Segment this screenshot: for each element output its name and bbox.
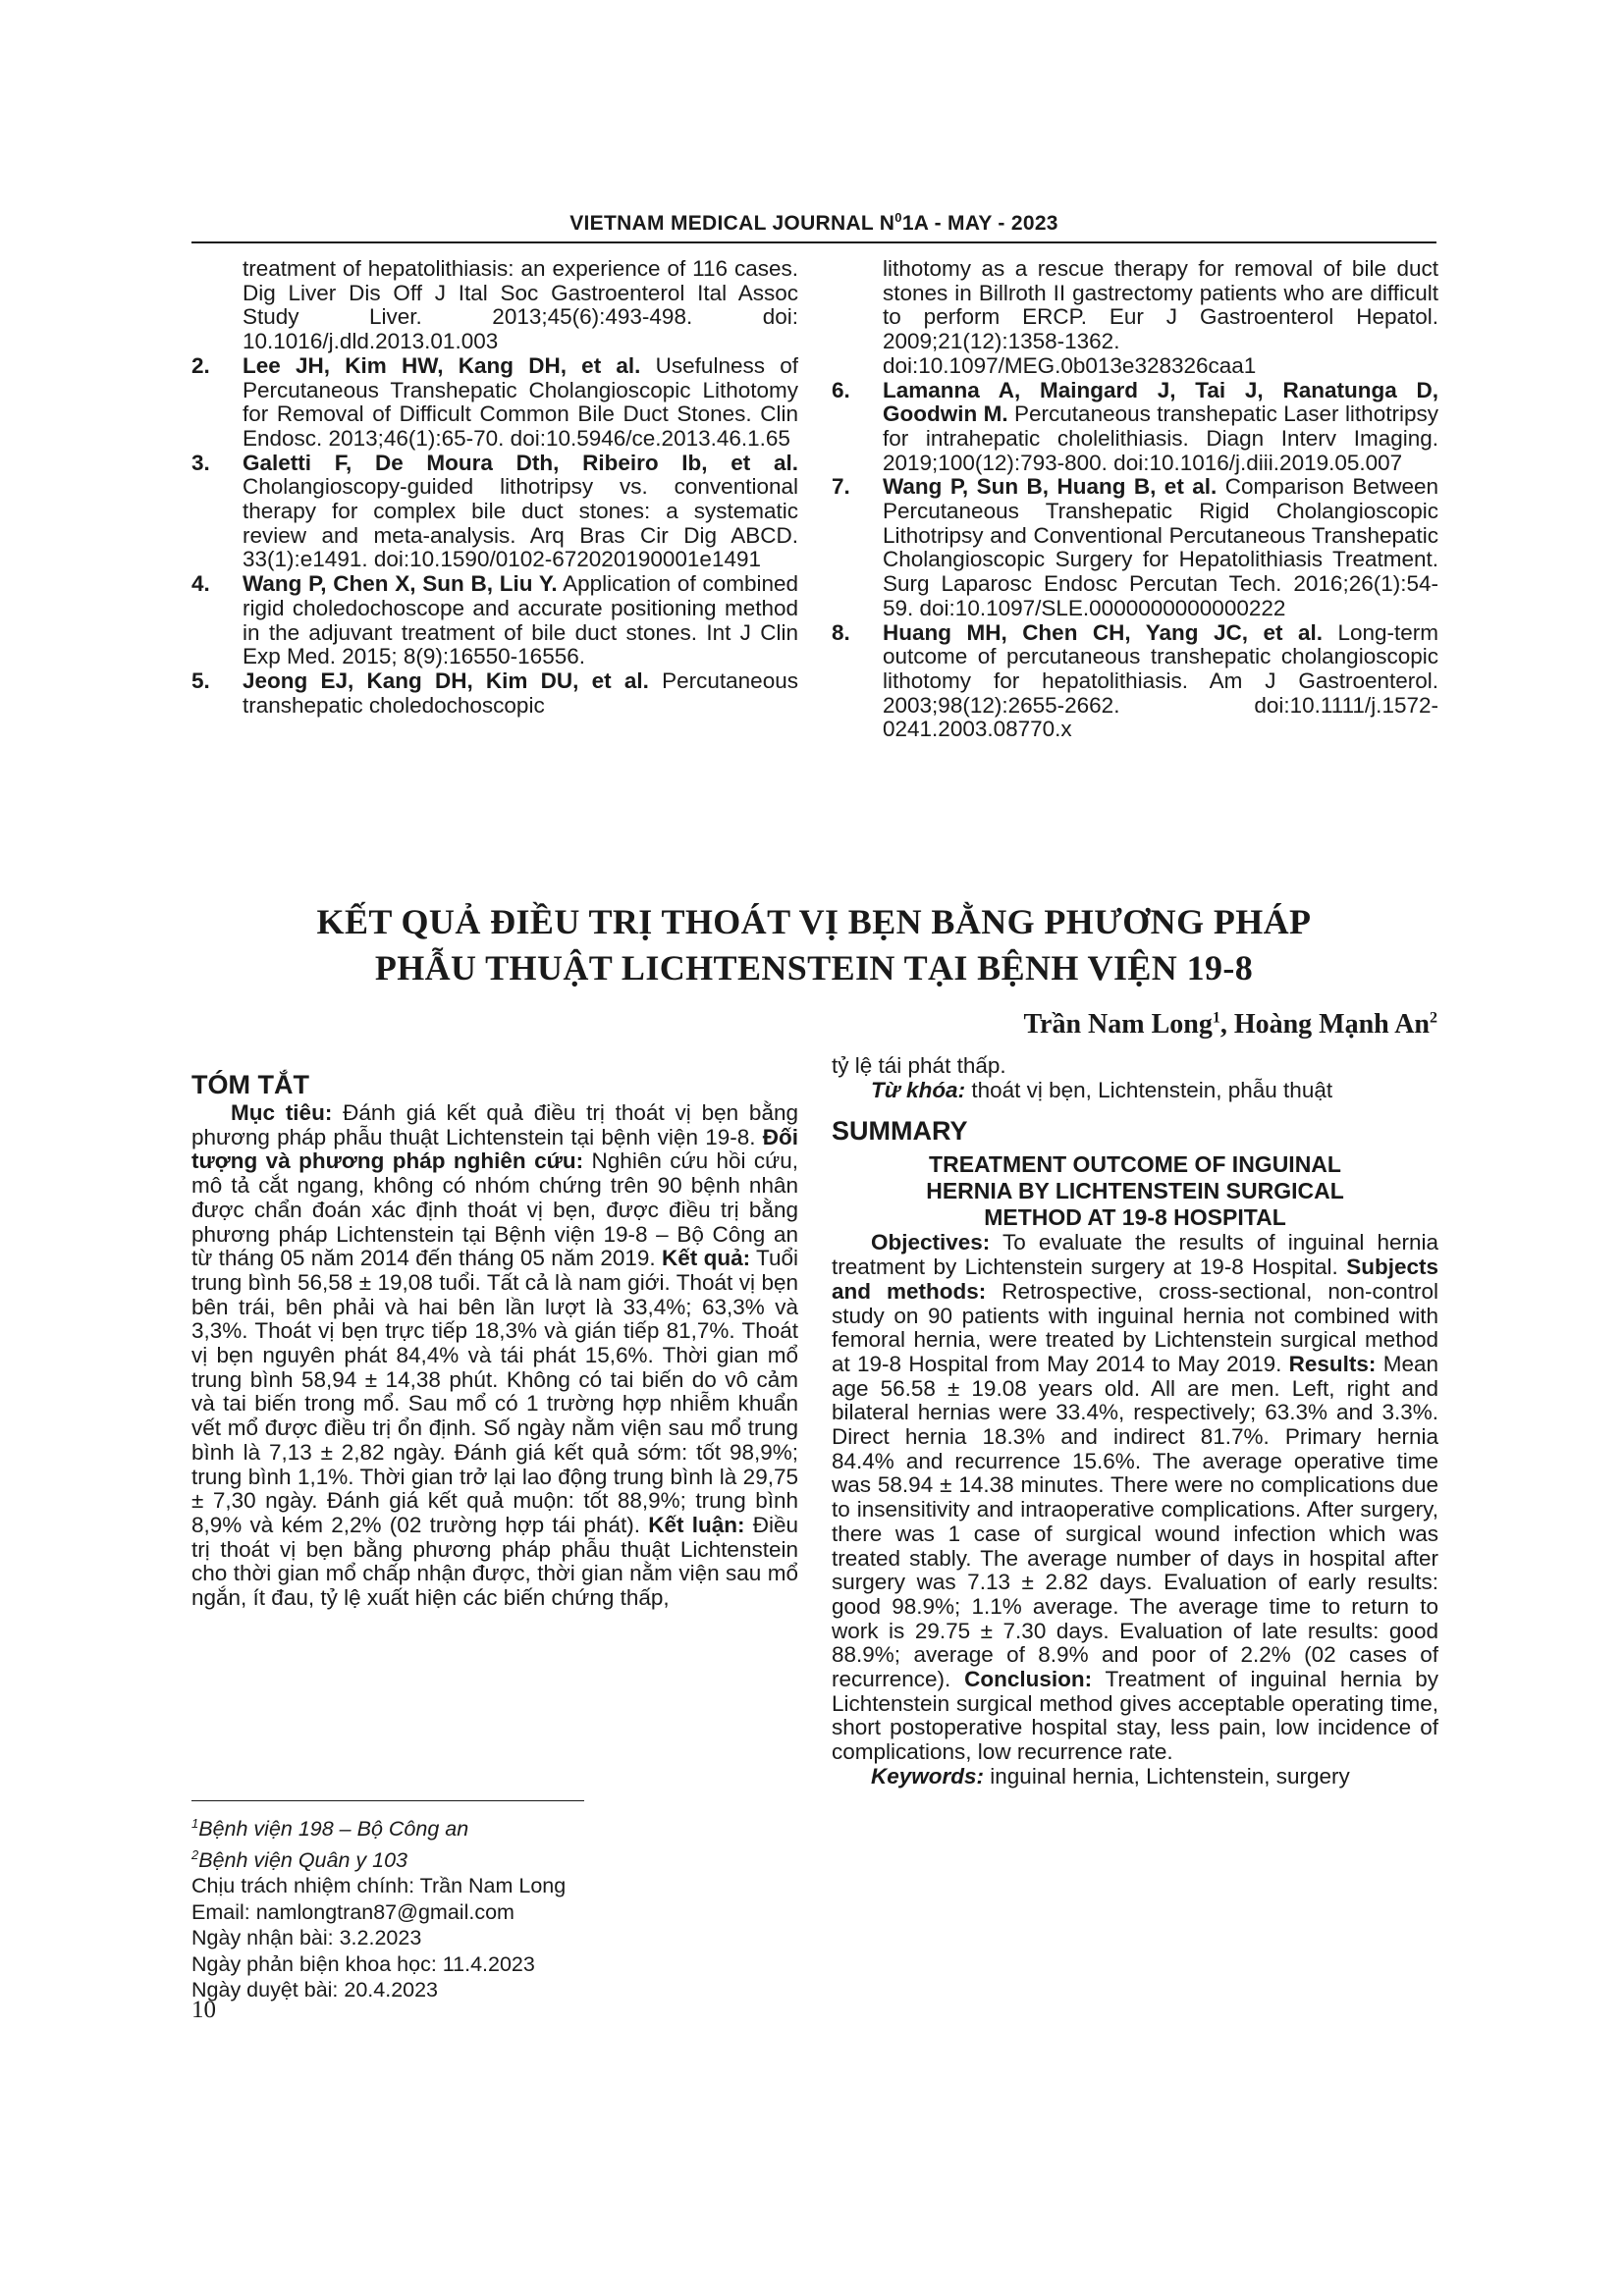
- date-accepted: Ngày duyệt bài: 20.4.2023: [191, 1978, 439, 2002]
- footnotes: [191, 1811, 798, 2003]
- title-line: PHẪU THUẬT LICHTENSTEIN TẠI BỆNH VIỆN 19-8: [374, 948, 1254, 988]
- reference-authors: Galetti F, De Moura Dth, Ribeiro Ib, et al.: [243, 450, 798, 475]
- abstract-label: Kết luận:: [648, 1512, 745, 1537]
- reference-text: Cholangioscopy-guided lithotripsy vs. conventional therapy for complex bile duct stones: a systematic review and meta-analysis. Arq Bras Cir Dig ABCD. 33(1):e1491. doi:10.1590/0102-672020190001e1491: [243, 474, 798, 572]
- reference-authors: Wang P, Chen X, Sun B, Liu Y.: [243, 571, 558, 597]
- references-right: [832, 257, 1438, 742]
- keywords-text: thoát vị bẹn, Lichtenstein, phẫu thuật: [965, 1077, 1333, 1102]
- summary-text: Treatment of inguinal hernia by Lichtenstein surgical method gives acceptable operating time, short postoperative hospital stay, less pain, low incidence of complications, low recurrence rate.: [832, 1667, 1439, 1765]
- reference-text: Percutaneous transhepatic choledochoscopic: [243, 667, 798, 718]
- reference-authors: Wang P, Sun B, Huang B, et al.: [883, 474, 1218, 500]
- abstract-body: [191, 1101, 798, 1611]
- journal-header: [191, 210, 1436, 236]
- reference-number: 5.: [191, 667, 210, 693]
- keywords-text: inguinal hernia, Lichtenstein, surgery: [984, 1763, 1350, 1789]
- reference-item: [191, 572, 798, 669]
- summary-title-line: TREATMENT OUTCOME OF INGUINAL: [929, 1151, 1341, 1178]
- reference-number: 3.: [191, 450, 210, 475]
- keywords-en: [832, 1765, 1438, 1789]
- abstract-text: Điều trị thoát vị bẹn bằng phương pháp phẫu thuật Lichtenstein cho thời gian mổ chấp nhận được, thời gian nằm viện sau mổ ngắn, ít đau, tỷ lệ xuất hiện các biến chứng thấp,: [191, 1512, 798, 1611]
- abstract-label: Mục tiêu:: [231, 1100, 333, 1125]
- reference-number: 4.: [191, 571, 210, 597]
- affiliation-1: [191, 1811, 798, 1842]
- date-received: Ngày nhận bài: 3.2.2023: [191, 1926, 422, 1950]
- keywords-label: Từ khóa:: [871, 1077, 966, 1102]
- footnote-divider: [191, 1800, 584, 1801]
- reference-authors: Huang MH, Chen CH, Yang JC, et al.: [883, 619, 1323, 645]
- reference-authors: Jeong EJ, Kang DH, Kim DU, et al.: [243, 667, 649, 693]
- reference-item: [832, 475, 1438, 620]
- keywords-vi: [832, 1079, 1438, 1103]
- summary-text: Mean age 56.58 ± 19.08 years old. All are men. Left, right and bilateral hernias were 33.4%, respectively; 63.3% and 3.3%. Direct hernia 18.3% and indirect 81.7%. Primary hernia 84.4% and recurrence 15.6%. The average operative time was 58.94 ± 14.38 minutes. There were no complications due to insensitivity and intraoperative complications. After surgery, there was 1 case of surgical wound infection which was treated stably. The average number of days in hospital after surgery was 7.13 ± 2.82 days. Evaluation of early results: good 98.9%; 1.1% average. The average time to return to work is 29.75 ± 7.30 days. Evaluation of late results: good 88.9%; average of 8.9% and poor of 2.2% (02 cases of recurrence).: [832, 1351, 1438, 1692]
- contact-email: Email: namlongtran87@gmail.com: [191, 1899, 514, 1924]
- title-line: KẾT QUẢ ĐIỀU TRỊ THOÁT VỊ BẸN BẰNG PHƯƠNG PHÁP: [316, 902, 1312, 941]
- abstract-text: Đánh giá kết quả điều trị thoát vị bẹn bằng phương pháp phẫu thuật Lichtenstein tại bệnh viện 19-8.: [191, 1100, 798, 1149]
- summary-text: Retrospective, cross-sectional, non-control study on 90 patients with inguinal hernia not combined with femoral hernia, were treated by Lichtenstein surgical method at 19-8 Hospital from May 2014 to May 2019.: [832, 1278, 1438, 1376]
- article-authors: [1023, 1009, 1437, 1041]
- abstract-text: Tuổi trung bình 56,58 ± 19,08 tuổi. Tất cả là nam giới. Thoát vị bẹn bên trái, bên phải và hai bên lần lượt là 33,4%; 63,3% và 3,3%. Thoát vị bẹn trực tiếp 18,3% và gián tiếp 81,7%. Thoát vị bẹn nguyên phát 84,4% và tái phát 15,6%. Thời gian mổ trung bình 58,94 ± 14,38 phút. Không có tai biến do vô cảm và tai biến trong mổ. Sau mổ có 1 trường hợp nhiễm khuẩn vết mổ được điều trị ổn định. Số ngày nằm viện sau mổ trung bình là 7,13 ± 2,82 ngày. Đánh giá kết quả sớm: tốt 98,9%; trung bình 1,1%. Thời gian trở lại lao động trung bình là 29,75 ± 7,30 ngày. Đánh giá kết quả muộn: tốt 88,9%; trung bình 8,9% và kém 2,2% (02 trường hợp tái phát).: [191, 1246, 798, 1537]
- summary-title-line: HERNIA BY LICHTENSTEIN SURGICAL: [926, 1178, 1344, 1204]
- reference-number: 6.: [832, 377, 850, 402]
- author-affiliation: 1: [1212, 1009, 1220, 1027]
- reference-item: [191, 354, 798, 452]
- reference-continued: [191, 257, 798, 354]
- author-name: Trần Nam Long: [1023, 1009, 1213, 1040]
- summary-title-line: METHOD AT 19-8 HOSPITAL: [984, 1204, 1286, 1231]
- reference-text: Comparison Between Percutaneous Transhepatic Rigid Cholangioscopic Lithotripsy and Conventional Percutaneous Transhepatic Cholangioscopic Surgery for Hepatolithiasis Treatment. Surg Laparosc Endosc Percutan Tech. 2016;26(1):54-59. doi:10.1097/SLE.0000000000000222: [883, 474, 1438, 620]
- summary-label: Objectives:: [871, 1230, 991, 1255]
- header-divider: [191, 241, 1436, 243]
- reference-number: 8.: [832, 619, 850, 645]
- summary-body: [832, 1231, 1438, 1764]
- reference-number: 2.: [191, 352, 210, 378]
- abstract-label: Đối tượng và phương pháp nghiên cứu:: [191, 1124, 798, 1174]
- reference-text: lithotomy as a rescue therapy for removal of bile duct stones in Billroth II gastrectomy patients who are difficult to perform ERCP. Eur J Gastroenterol Hepatol. 2009;21(12):1358-1362. doi:10.1097/MEG.0b013e328326caa1: [883, 256, 1438, 378]
- reference-item: [832, 621, 1438, 743]
- reference-text: treatment of hepatolithiasis: an experience of 116 cases. Dig Liver Dis Off J Ital Soc Gastroenterol Ital Assoc Study Liver. 2013;45(6):493-498. doi: 10.1016/j.dld.2013.01.003: [243, 256, 798, 354]
- summary-label: Conclusion:: [964, 1667, 1093, 1692]
- summary-title: [832, 1151, 1438, 1231]
- abstract-continued: tỷ lệ tái phát thấp.: [832, 1053, 1006, 1078]
- summary-text: To evaluate the results of inguinal hernia treatment by Lichtenstein surgery at 19-8 Hospital.: [832, 1230, 1438, 1280]
- reference-text: Percutaneous transhepatic Laser lithotripsy for intrahepatic cholelithiasis. Diagn Interv Imaging. 2019;100(12):793-800. doi:10.1016/j.diii.2019.05.007: [883, 401, 1438, 475]
- affiliation-text: Bệnh viện 198 – Bộ Công an: [198, 1817, 469, 1842]
- reference-number: 7.: [832, 474, 850, 500]
- reference-authors: Lamanna A, Maingard J, Tai J, Ranatunga D, Goodwin M.: [883, 377, 1438, 427]
- abstract-heading: TÓM TẮT: [191, 1070, 309, 1099]
- author-name: Hoàng Mạnh An: [1233, 1009, 1430, 1040]
- references-left: [191, 257, 798, 718]
- summary-label: Results:: [1288, 1351, 1377, 1376]
- page-number: 10: [191, 1997, 216, 2023]
- affiliation-number: 2: [191, 1846, 199, 1862]
- reference-continued: [832, 257, 1438, 379]
- journal-issue: 1A - MAY - 2023: [901, 212, 1058, 235]
- reference-item: [191, 452, 798, 573]
- summary-heading: SUMMARY: [832, 1116, 968, 1147]
- article-title: [191, 899, 1436, 991]
- affiliation-2: [191, 1842, 798, 1874]
- keywords-label: Keywords:: [871, 1763, 985, 1789]
- affiliation-number: 1: [191, 1816, 199, 1831]
- date-reviewed: Ngày phản biện khoa học: 11.4.2023: [191, 1951, 535, 1976]
- abstract-vietnamese: [191, 1070, 798, 1611]
- reference-text: Application of combined rigid choledochoscope and accurate positioning method in the adjuvant treatment of bile duct stones. Int J Clin Exp Med. 2015; 8(9):16550-16556.: [243, 571, 798, 669]
- summary-label: Subjects and methods:: [832, 1255, 1438, 1304]
- reference-item: [832, 379, 1438, 476]
- abstract-text: Nghiên cứu hồi cứu, mô tả cắt ngang, không có nhóm chứng trên 90 bệnh nhân được chẩn đoán xác định thoát vị bẹn, được điều trị bằng phương pháp Lichtenstein tại Bệnh viện 19-8 – Bộ Công an từ tháng 05 năm 2014 đến tháng 05 năm 2019.: [191, 1148, 798, 1271]
- reference-item: [191, 669, 798, 718]
- reference-text: Long-term outcome of percutaneous transhepatic cholangioscopic lithotomy for hepatolithiasis. Am J Gastroenterol. 2003;98(12):2655-2662. doi:10.1111/j.1572-0241.2003.08770.x: [883, 619, 1438, 742]
- corresponding-author: Chịu trách nhiệm chính: Trần Nam Long: [191, 1874, 567, 1898]
- journal-name: VIETNAM MEDICAL JOURNAL N: [569, 212, 895, 235]
- abstract-label: Kết quả:: [662, 1246, 751, 1271]
- reference-text: Usefulness of Percutaneous Transhepatic Cholangioscopic Lithotomy for Removal of Difficult Common Bile Duct Stones. Clin Endosc. 2013;46(1):65-70. doi:10.5946/ce.2013.46.1.65: [243, 352, 798, 451]
- author-separator: ,: [1219, 1009, 1234, 1040]
- affiliation-text: Bệnh viện Quân y 103: [198, 1847, 407, 1872]
- journal-issue-sup: 0: [894, 210, 902, 225]
- abstract-right-column: [832, 1054, 1438, 1789]
- reference-authors: Lee JH, Kim HW, Kang DH, et al.: [243, 352, 641, 378]
- author-affiliation: 2: [1430, 1009, 1437, 1027]
